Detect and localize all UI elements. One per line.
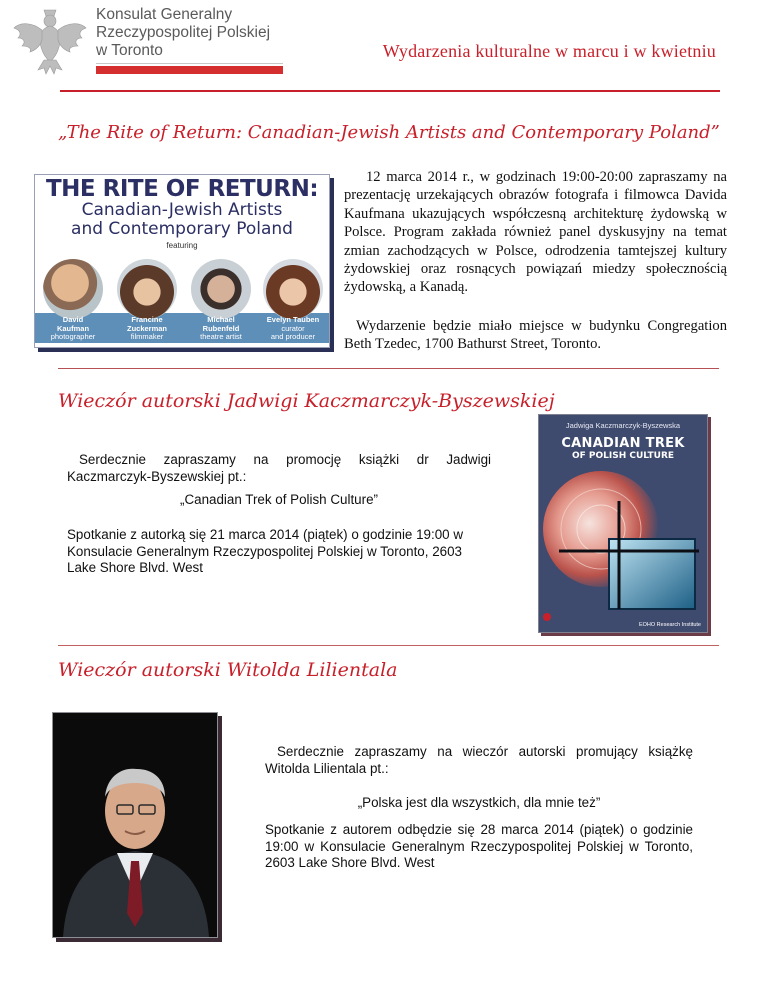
portrait-evelyn-tauben bbox=[263, 259, 323, 319]
event2-title: Wieczór autorski Jadwigi Kaczmarczyk-Byszewskiej bbox=[58, 390, 555, 412]
header-thin-rule bbox=[96, 63, 283, 64]
portrait-francine-zuckerman bbox=[117, 259, 177, 319]
person-1-last-name: Kaufman bbox=[56, 323, 90, 333]
witold-lilienthal-portrait bbox=[52, 712, 218, 938]
portrait-photo-artwork bbox=[53, 713, 217, 937]
portrait-david-kaufman bbox=[43, 259, 103, 319]
person-3-last-name: Rubenfeld bbox=[202, 323, 240, 333]
polish-eagle-emblem-icon bbox=[10, 4, 90, 78]
section-divider-1 bbox=[58, 368, 719, 369]
book-author: Jadwiga Kaczmarczyk-Byszewska bbox=[565, 421, 681, 430]
book-publisher: EOHO Research Institute bbox=[638, 622, 701, 628]
book-title-line1: CANADIAN TREK bbox=[561, 436, 685, 451]
person-3-role: theatre artist bbox=[200, 332, 242, 341]
header-red-bar bbox=[96, 66, 283, 74]
book-cover-artwork bbox=[539, 467, 707, 625]
person-2-last-name: Zuckerman bbox=[126, 323, 168, 333]
book-title-line2: OF POLISH CULTURE bbox=[571, 451, 675, 461]
poster-person-4 bbox=[257, 316, 329, 342]
person-4-name: Evelyn Tauben bbox=[266, 315, 320, 324]
poster-featuring: featuring bbox=[166, 241, 198, 250]
section-divider-2 bbox=[58, 645, 719, 646]
portrait-michael-rubenfeld bbox=[191, 259, 251, 319]
event3-book-title: „Polska jest dla wszystkich, dla mnie też” bbox=[357, 795, 601, 810]
event3-invitation: Serdecznie zapraszamy na wieczór autorski promujący książkę Witolda Lilientala pt.: bbox=[265, 744, 693, 776]
poster-title: THE RITE OF RETURN: bbox=[45, 176, 319, 202]
event2-book-title: „Canadian Trek of Polish Culture” bbox=[180, 492, 378, 507]
event3-details: Spotkanie z autorem odbędzie się 28 marca 2014 (piątek) o godzinie 19:00 w Konsulacie Generalnym Rzeczypospolitej Polskiej w Toronto, 2603 Lake Shore Blvd. West bbox=[265, 822, 693, 871]
page-title: Wydarzenia kulturalne w marcu i w kwietniu bbox=[382, 41, 716, 61]
person-3-first-name: Michael bbox=[207, 315, 235, 324]
rite-of-return-poster bbox=[34, 174, 330, 348]
event1-description: 12 marca 2014 r., w godzinach 19:00-20:00 zapraszamy na prezentację urzekających obrazów fotografa i filmowca Davida Kaufmana ukazujących współczesną architekturę żydowską w Polsce. Program zakłada również panel dyskusyjny na temat zmian zachodzących w Polsce, odrodzenia tamtejszej kultury żydowskiej oraz rosnących powiązań miedzy społecznością żydowską, a Kanadą. bbox=[344, 169, 727, 296]
poster-person-3 bbox=[185, 316, 257, 342]
poster-subtitle-line2: and Contemporary Poland bbox=[71, 219, 293, 239]
person-2-first-name: Francine bbox=[131, 315, 163, 324]
title-divider bbox=[60, 90, 720, 92]
consulate-name-line-2: Rzeczypospolitej Polskiej bbox=[96, 24, 271, 41]
poster-person-2 bbox=[111, 316, 183, 342]
consulate-name-line-1: Konsulat Generalny bbox=[96, 6, 233, 23]
poster-subtitle-line1: Canadian-Jewish Artists bbox=[81, 200, 283, 220]
person-4-role-line1: curator bbox=[281, 323, 305, 333]
consulate-name-line-3: w Toronto bbox=[96, 42, 163, 59]
poster-person-1 bbox=[37, 316, 109, 342]
event2-invitation: Serdecznie zapraszamy na promocję książki dr Jadwigi Kaczmarczyk-Byszewskiej pt.: bbox=[67, 452, 491, 484]
book-cover-canadian-trek bbox=[538, 414, 708, 633]
person-4-role-line2: and producer bbox=[270, 332, 316, 341]
person-2-role: filmmaker bbox=[130, 332, 164, 341]
event1-venue: Wydarzenie będzie miało miejsce w budynku Congregation Beth Tzedec, 1700 Bathurst Street, Toronto. bbox=[344, 318, 727, 353]
person-1-role: photographer bbox=[50, 332, 96, 341]
person-1-first-name: David bbox=[62, 315, 84, 324]
event1-title: „The Rite of Return: Canadian-Jewish Artists and Contemporary Poland” bbox=[58, 122, 720, 143]
event3-title: Wieczór autorski Witolda Lilientala bbox=[58, 659, 398, 681]
event2-details: Spotkanie z autorką się 21 marca 2014 (piątek) o godzinie 19:00 w Konsulacie Generalnym Rzeczypospolitej Polskiej w Toronto, 2603 Lake Shore Blvd. West bbox=[67, 527, 464, 576]
